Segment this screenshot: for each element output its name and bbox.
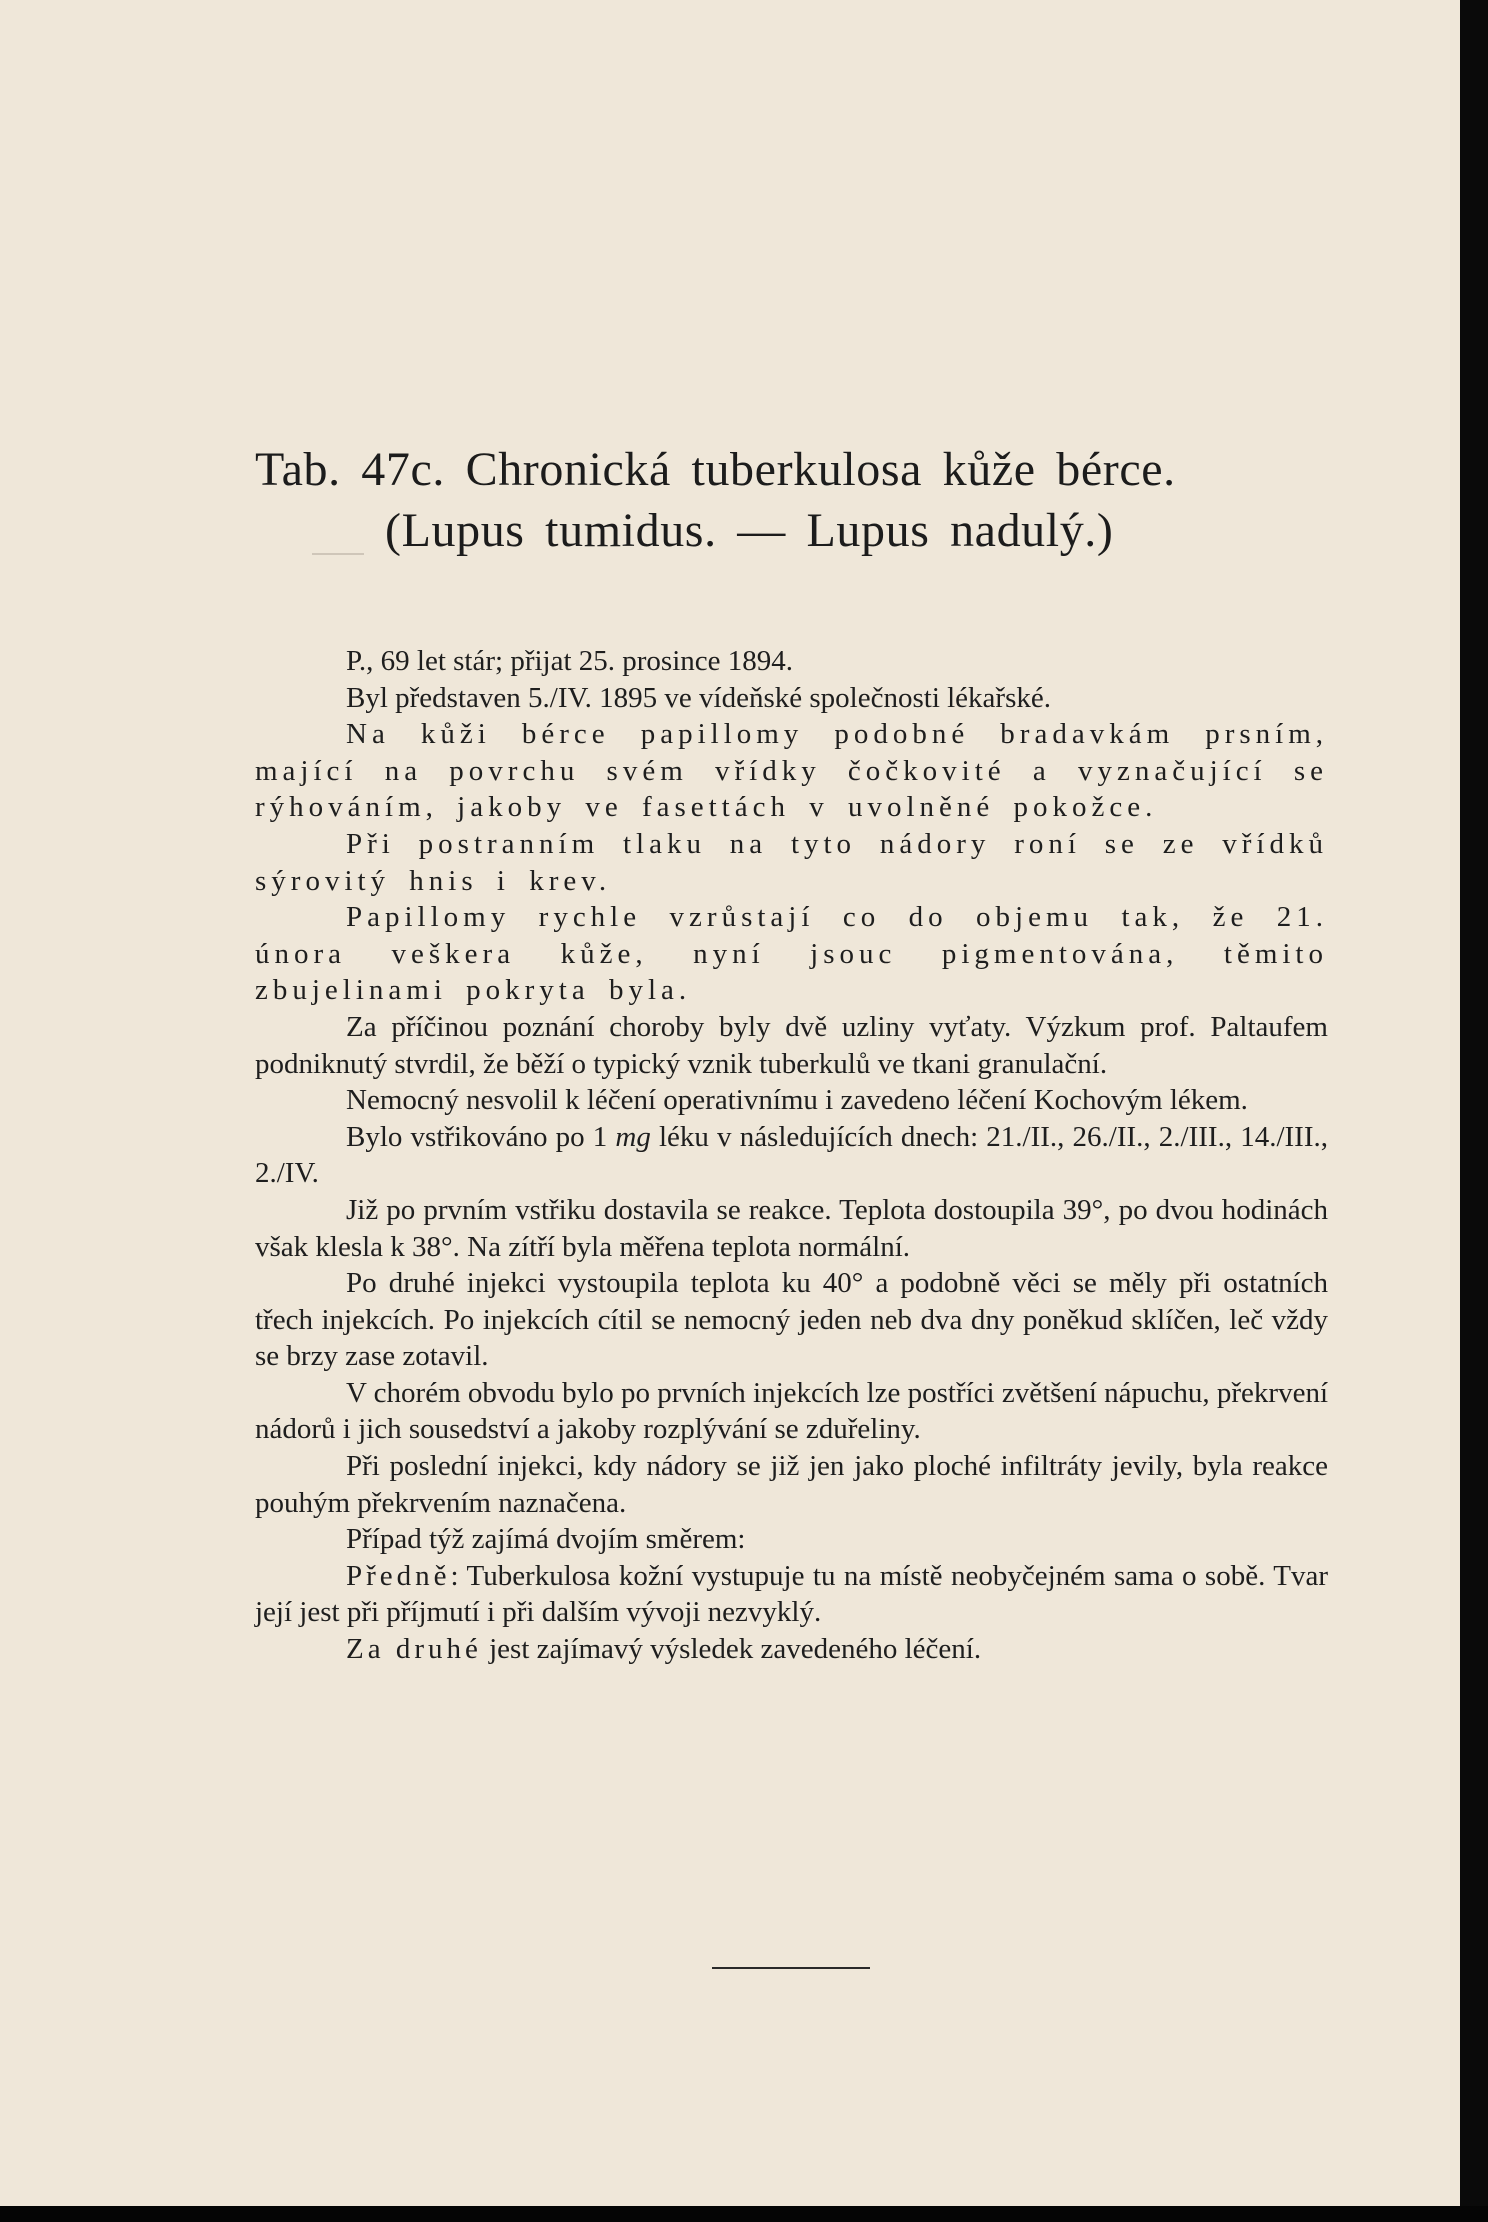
paragraph-interest: Případ týž zajímá dvojím směrem:: [346, 1523, 746, 1556]
paragraph-second-injection: Po druhé injekci vystoupila teplota ku 40° a podobně věci se měly při ostatních třech injekcích. Po injekcích cítil se nemocný jeden neb dva dny poněkud sklíčen, leč vždy se brzy zase zotavil.: [255, 1267, 1328, 1373]
paragraph-pressure: Při postranním tlaku na tyto nádory roní se ze vřídků sýrovitý hnis i krev.: [255, 827, 1328, 897]
paragraph-growth: Papillomy rychle vzrůstají co do objemu tak, že 21. února veškera kůže, nyní jsouc pigmentována, těmito zbujelinami pokryta byla.: [255, 901, 1328, 1007]
paragraph-injections: [255, 1119, 1328, 1192]
bottom-edge: [0, 2206, 1488, 2222]
paragraph-first-reaction: Již po prvním vstřiku dostavila se reakce. Teplota dostoupila 39°, po dvou hodinách však klesla k 38°. Na zítří byla měřena teplota normální.: [255, 1193, 1328, 1263]
binding-edge: [1460, 0, 1488, 2222]
dose-unit: mg: [615, 1120, 651, 1153]
paragraph-diagnosis: Za příčinou poznání choroby byly dvě uzliny vyťaty. Výzkum prof. Paltaufem podniknutý stvrdil, že běží o typický vznik tuberkulů ve tkani granulační.: [255, 1010, 1328, 1080]
paragraph-firstly: [255, 1558, 1328, 1631]
paragraph-treatment: Nemocný nesvolil k léčení operativnímu i zavedeno léčení Kochovým lékem.: [346, 1084, 1248, 1117]
paragraph-local-changes: V chorém obvodu bylo po prvních injekcích lze postříci zvětšení nápuchu, překrvení nádorů i jich sousedství a jakoby rozplývání se zduřeliny.: [255, 1376, 1328, 1446]
paragraph-secondly: [255, 1631, 1328, 1668]
case-report: [255, 643, 1328, 1668]
paragraph-patient: P., 69 let stár; přijat 25. prosince 1894.: [346, 645, 794, 677]
plate-subtitle: (Lupus tumidus. — Lupus nadulý.): [385, 504, 1114, 557]
end-rule: [712, 1967, 870, 1969]
secondly-text: jest zajímavý výsledek zavedeného léčení.: [481, 1633, 982, 1666]
paragraph-papillomas: Na kůži bérce papillomy podobné bradavkám prsním, mající na povrchu svém vřídky čočkovité a vyznačující se rýhováním, jakoby ve fasettách v uvolněné pokožce.: [255, 718, 1328, 824]
plate-title: Tab. 47c. Chronická tuberkulosa kůže bérce.: [255, 443, 1176, 496]
firstly-text: : Tuberkulosa kožní vystupuje tu na místě neobyčejném sama o sobě. Tvar její jest při příjmutí i při dalším vývoji nezvyklý.: [255, 1559, 1328, 1629]
firstly-label: Předně: [346, 1559, 451, 1592]
paragraph-presented: Byl představen 5./IV. 1895 ve vídeňské společnosti lékařské.: [346, 681, 1051, 714]
injection-text-end: léku v následujících dnech: 21./II., 26./II., 2./III., 14./III., 2./IV.: [255, 1120, 1328, 1190]
paragraph-last-injection: Při poslední injekci, kdy nádory se již jen jako ploché infiltráty jevily, byla reakce pouhým překrvením naznačena.: [255, 1450, 1328, 1519]
injection-text-start: Bylo vstřikováno po 1: [346, 1120, 616, 1153]
secondly-label: Za druhé: [346, 1633, 482, 1666]
ink-smudge: [312, 553, 364, 555]
